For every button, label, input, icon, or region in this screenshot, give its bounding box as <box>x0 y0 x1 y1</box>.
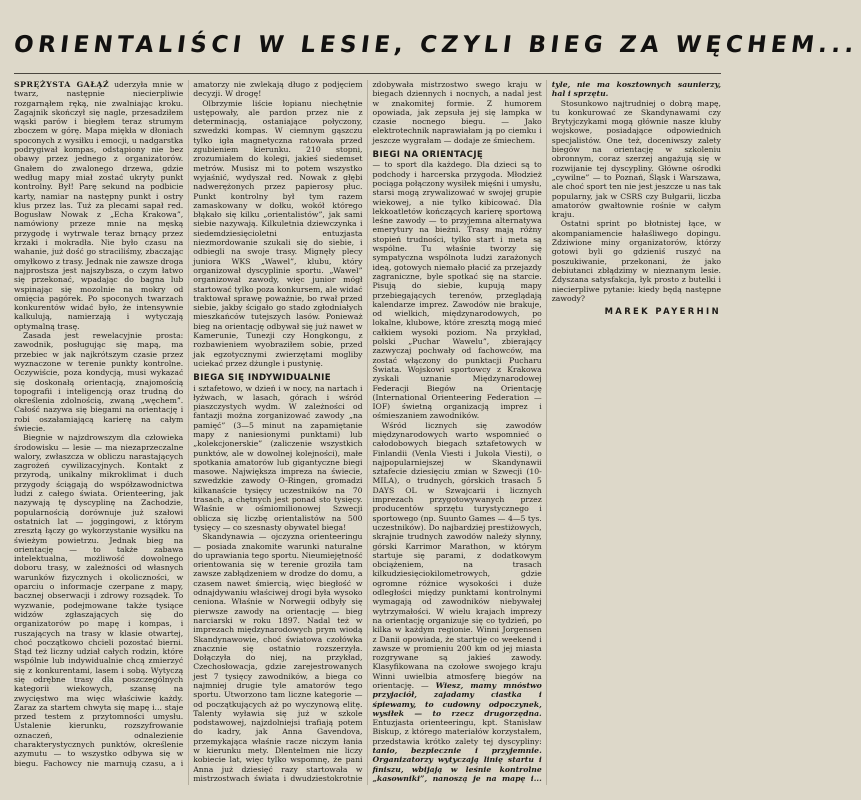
article-headline: ORIENTALIŚCI W LESIE, CZYLI BIEG ZA WĘCHEM... <box>12 32 860 58</box>
headline-rule <box>14 73 721 74</box>
article-body <box>14 80 721 785</box>
section-heading-individual: BIEGA SIĘ INDYWIDUALNIE <box>193 373 332 384</box>
intl-text: Wśród licznych się zawodów międzynarodowych warto wspomnieć o całodobowych biegach sztafetowych w Finlandii (Venla Viesti i Jukola Viesti), o najpopularniejszej w Skandynawii sztafecie dziesięciu zmian w Szwecji (10-MILA), o trudnych, górskich trasach 5 DAYS OL w Szwajcarii i licznych imprezach przygotowywanych przez producentów sprzętu turystycznego i sportowego (np. Suunto Games — 4—5 tys. uczestników). Do najbardziej prestiżowych, skrajnie trudnych zawodów należy słynny, górski Karrimor Marathon, w którym startuje się parami, z dodatkowym obciążeniem, na trasach kilkudziesięciokilometrowych, gdzie ogromne różnice wysokości i duże odległości między punktami kontrolnymi wymagają od zawodników niebywałej wytrzymałości. W wielu krajach imprezy na orientację organizuje się co tydzień, po kilka w każdym regionie. Winni Jorgensen z Danii opowiada, że startuje co weekend i zawsze w promieniu 200 km od jej miasta rozgrywane są jakieś zawody. Klasyfikowana na czołowe swojego kraju Winni uwielbia atmosferę biegów na orientację. — <box>372 420 542 690</box>
intl-text-rest: Entuzjasta orienteeringu, kpt. Stanisław Biskup, z którego materiałów korzystałem, przedstawia krótko zalety tej dyscypliny: <box>372 718 542 746</box>
paragraph-formats: i sztafetowo, w dzień i w nocy, na nartach i łyżwach, w lasach, górach i wśród piaszczystych wydm. W zależności od fantazji można zorganizować zawody „na pamięć” (3—5 minut na zapamiętanie mapy z naniesionymi punktami) lub „kolekcjonerskie” (zaliczenie wszystkich punktów, ale w dowolnej kolejności), małe spotkania amatorów lub gigantyczne biegi masowe. Największa impreza na świecie, szwedzkie zawody O-Ringen, gromadzi kilkanaście tysięcy uczestników na 70 trasach, a chętnych jest ponad sto tysięcy. Właśnie w ośmiomilionowej Szwecji oblicza się liczbę orientalistów na 500 tysięcy — co szesnasty obywatel biega! <box>193 383 363 532</box>
paragraph-forest-run: Olbrzymie liście łopianu niechętnie ustępowały, ale pardon przez nie z determinacją, ostaniające połyczony, szwedzki kompas. W ciemnym gąszczu tylko igła magnetyczna ratowała przed zgubieniem kierunku. 210 stopni, zrozumiałem do kolegi, jakieś siedemset metrów. Musisz mi to potem wszystko wyjaśnić, wydyszał red. Nowak z głębi nadwerężonych przez papierosy płuc. Punkt kontrolny był tym razem zamaskowany w dołku, wokół którego błąkało się kilku „orientalistów”, jak sami siebie nazywają. Kilkuletnia dziewczynka i siedemdziesięcioletni entuzjasta niezmordowanie szukali się do siebie, i odbiegli na swoje trasy. Mignęły plecy juniora WKS „Wawel”, klubu, który organizował dyscyplinie sportu. „Wawel” organizował zawody, więc junior mógł startować tylko poza konkursem, ale widać traktował sprawę poważnie, bo rwał przed siebie, jakby ścigało go stado zgłodniałych mieszkańców tutejszych lasów. Ponieważ bieg na orientację odbywał się już nawet w Kamerunie, Tunezji czy Hongkongu, z rozbawieniem wyobraziłem sobie, przed jak egzotycznymi zwierzętami mogliby uciekać przez dżungle i pustynię. <box>193 98 363 368</box>
paragraph-sport-for-all: — to sport dla każdego. Dla dzieci są to podchody i harcerska przygoda. Młodzież pociąga połączony wysiłek mięśni i umysłu, starsi mogą zrywalizować w swojej grupie wiekowej, a nie tylko kibicować. Dla lekkoatletów kończących karierę sportową leśne zawody — to przyjemna alternatywa emerytury na bieżni. Trasy mają różny stopień trudności, tylko start i meta są wspólne. Tu właśnie tworzy się sympatyczna wspólnota ludzi zarażonych ideą, gotowych niemało płacić za przejazdy zagraniczne, byle spotkać się na starcie. Pisują do siebie, kupują mapy przebiegających terenów, przeglądają kalendarze imprez. Zawodów nie brakuje, od wielkich, międzynarodowych, po lokalne, klubowe, które zresztą mogą mieć całkiem wysoki poziom. Na przykład, polski „Puchar Wawelu”, zbierający zazwyczaj pochwały od fachowców, ma zostać włączony do punktacji Pucharu Świata. Wojskowi sportowcy z Krakowa zyskali uznanie Międzynarodowej Federacji Biegów na Orientację (International Orienteering Federation — IOF) świetną organizacją imprez i ośmieszaniem zawodników. <box>372 160 542 421</box>
section-heading-orientation: BIEGI NA ORIENTACJĘ <box>372 150 484 161</box>
paragraph-environment: Biegnie w najzdrowszym dla człowieka środowisku — lesie — ma niezaprzeczalne walory, zwłaszcza w obliczu narastających zagrożeń cywilizacyjnych. Kontakt z przyrodą, unikalny mikroklimat i duch przygody ściągają do współzawodnictwa ludzi z całego świata. Orienteering, jak nazywają tę dyscyplinę na Zachodzie, popularnością dorównuje już szałowi ostatnich lat — joggingowi, z którym zresztą łączy go wykorzystanie wysiłku na świeżym powietrzu. Jednak bieg na orientację — to także zabawa intelektualna, możliwość dowolnego doboru trasy, w zależności od własnych warunków fizycznych i okoliczności, w oparciu o informacje czerpane z mapy, bacznej obserwacji i zdrowy rozsądek. To wyzwanie, podejmowane także tysiące widzów zgłaszających się do organizatorów po mapę i kompas, i ruszających na trasy w klasie otwartej, choć początkowo chcieli pozostać bierni. Stąd też liczny udział całych rodzin, które wspólnie lub indywidualnie chcą zmierzyć się z konkurentami, lasem i sobą. Wytyczą się odrębne trasy dla poszczególnych kategorii wiekowych, szansę na zwycięstwo ma więc właściwie każdy. Zaraz za startem chwyta się mapę i... staje przed testem z przytomności umysłu. Ustalenie kierunku, rozszyfrowanie oznaczeń, odnalezienie charakterystycznych punktów, określenie azymutu — to wszystko odbywa się w biegu. Fachowcy nie marnują czasu, a i amatorzy nie zwlekają długo z podjęciem decyzji. W drogę! <box>14 80 363 768</box>
paragraph-maps: Stosunkowo najtrudniej o dobrą mapę, tu konkurować ze Skandynawami czy Brytyjczykami mogą głównie nasze kluby wojskowe, posiadające odpowiednich specjalistów. One też, doceniwszy zalety biegów na orientację w szkoleniu obronnym, coraz szerzej angażują się w rozwijanie tej dyscypliny. Główne ośrodki „cywilne” — to Poznań, Śląsk i Warszawa, ale choć sport ten nie jest jeszcze u nas tak popularny, jak w CSRS czy Bułgarii, liczba amatorów gwałtownie rośnie w całym kraju. <box>551 98 721 220</box>
intro-lead: SPRĘŻYSTA GAŁĄŹ <box>14 80 110 89</box>
intro-text: uderzyła mnie w twarz, następnie niecierpliwie rozgarnąłem ręką, nie zwalniając kroku. Zagajnik skończył się nagle, przesadziłem wąski parów i biegłem teraz strumym zboczem w górę. Mapa miękła w dłoniach spoconych z wysiłku i emocji, u nadgarstka podrygiwał kompas, odstąpiony nie bez obawy przez jednego z organizatorów. Gnałem do zwalonego drzewa, gdzie według mapy miał zostać ukryty punkt kontrolny. Był! Parę sekund na podbicie karty, namiar na następny punkt i ostry klus przez las. Tuż za plecami sapał red. Bogusław Nowak z „Echa Krakowa”, namówiony przeze mnie na męską przygodę i wytrwale teraz brnący przez krzaki i mokradła. Nie było czasu na wahanie, już dość go straciliśmy, zbaczając omyłkowo z trasy. Jednak nie zawsze droga najprostsza jest najszybsza, o czym łatwo się przekonać, wpadając do bagna lub wspinając się mozolnie na mokry od omięcia pagórek. Po spoconych twarzach konkurentów widać było, że intensywnie kalkulują, namierzają i wytyczają optymalną trasę. <box>14 80 184 331</box>
intl-quote: Wiesz, mamy mnóstwo przyjaciół, zajadamy ciastka i śpiewamy, to cudowny odpoczynek, wysiłek — to rzecz drugorzędna. <box>372 681 542 718</box>
author-signature: MAREK PAYERHIN <box>604 306 721 317</box>
intl-quote-2: tanio, bezpiecznie i przyjemnie. Organizatorzy wytyczają linię startu i finiszu, wbijają w leśnie kontrolne „kasowniki”, nanoszą je na mapę i... tyle, nie ma kosztownych saunierzy, hal i sprzętu. <box>372 80 721 783</box>
paragraph-finish: Ostatni sprint po błotnistej łące, w akompaniamencie hałaśliwego dopingu. Zdziwione miny organizatorów, którzy gotowi byli go gdzieniś ruszyć na poszukiwanie, przekonani, że jako debiutanci zbłądzimy w nieznanym lesie. Zdyszana satysfakcja, łyk prosto z butelki i niecierpliwe pytanie: kiedy będą następne zawody? <box>551 219 721 303</box>
paragraph-scandinavia: Skandynawia — ojczyzna orienteeringu — posiada znakomite warunki naturalne do uprawiania tego sportu. Nieumiejętność orientowania się w terenie groziła tam zawsze zabłądzeniem w drodze do domu, a czasem nawet śmiercią, więc biegłość w odnajdywaniu właściwej drogi była wysoko ceniona. Właśnie w Norwegii odbyły się pierwsze zawody na orientację — bieg narciarski w roku 1897. Nadal też w imprezach międzynarodowych prym wiodą Skandynawowie, choć światowa czołówka znacznie się ostatnio rozszerzyła. Dołączyła do niej, na przykład, Czechosłowacja, gdzie zarejestrowanych jest 7 tysięcy zawodników, a biega co najmniej drugie tyle amatorów tego sportu. Utworzono tam liczne kategorie — od początkujących aż po wyczynową elitę. Talenty wyławia się już w szkole podstawowej, najzdolniejsi trafiają potem do kadry, jak Anna Gavendova, przemykająca właśnie racze niczym łania w kierunku mety. Dlentelmen nie liczy kobiecie lat, więc tylko wspomnę, że pani Anna już dziesięć razy startowała w mistrzostwach świata i dwudziestokrotnie zdobywała mistrzostwo swego kraju w biegach dziennych i nocnych, a nadal jest w znakomitej formie. Z humorem opowiada, jak zepsuła jej się lampka w czasie nocnego biegu. — Jako elektrotechnik naprawiałam ją po ciemku i jeszcze wygrałam — dodaje ze śmiechem. <box>193 80 542 783</box>
paragraph-rules: Zasada jest rewelacyjnie prosta: zawodnik, posługując się mapą, ma przebiec w jak najkrótszym czasie przez wyznaczone w terenie punkty kontrolne. Oczywiście, poza kondycją, musi wykazać się doskonałą orientacją, znajomością topografii i inteligencją oraz trudną do określenia zdolnością, zwaną „węchem”. Całość nazywa się biegami na orientację i robi oszałamiającą karierę na całym świecie. <box>14 331 184 433</box>
paragraph-intro <box>14 80 183 331</box>
